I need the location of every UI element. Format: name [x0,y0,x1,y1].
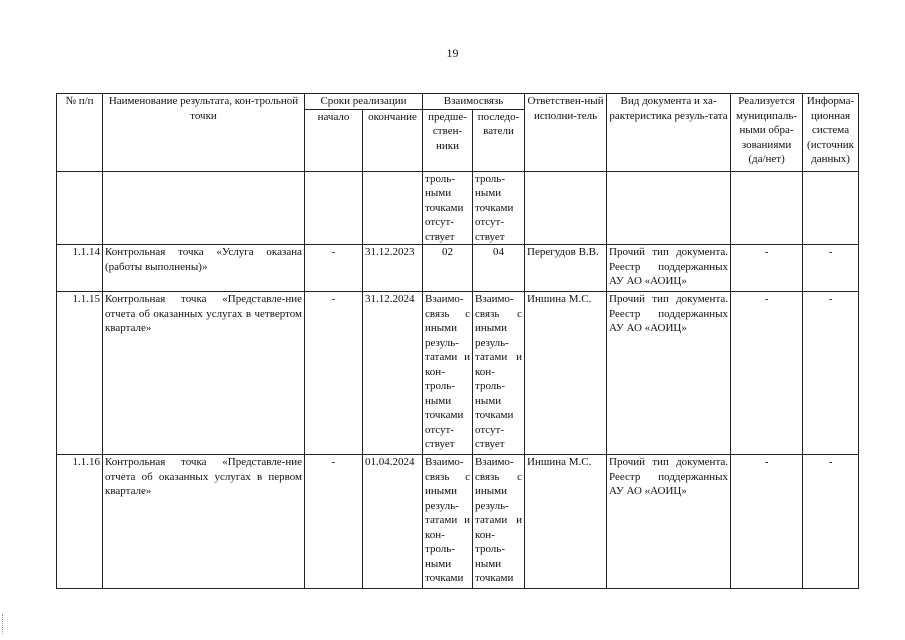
cell-municipal [731,171,803,245]
cell-num: 1.1.15 [57,292,103,455]
scan-artifact [2,614,9,634]
page-number: 19 [446,46,459,60]
cell-num: 1.1.16 [57,455,103,589]
cell-start: - [305,292,363,455]
cell-info: - [803,245,859,292]
cell-municipal: - [731,292,803,455]
header-responsible: Ответствен-ный исполни-тель [525,94,607,172]
cell-start: - [305,455,363,589]
cell-info [803,171,859,245]
cell-name: Контрольная точка «Представле-ние отчета об оказанных услугах в первом квартале» [103,455,305,589]
cell-end: 01.04.2024 [363,455,423,589]
cell-pred: Взаимо-связь с иными резуль-татами и кон-троль-ными точками отсут-ствует [423,292,473,455]
cell-pred: троль-ными точками отсут-ствует [423,171,473,245]
cell-num [57,171,103,245]
cell-responsible: Иншина М.С. [525,455,607,589]
cell-doc: Прочий тип документа. Реестр поддержанных АУ АО «АОИЦ» [607,292,731,455]
cell-doc [607,171,731,245]
cell-pred: Взаимо-связь с иными резуль-татами и кон-троль-ными точками [423,455,473,589]
cell-name: Контрольная точка «Услуга оказана (работы выполнены)» [103,245,305,292]
header-info-system: Информа-ционная система (источник данных) [803,94,859,172]
cell-name [103,171,305,245]
cell-succ: троль-ными точками отсут-ствует [473,171,525,245]
cell-responsible: Иншина М.С. [525,292,607,455]
cell-pred: 02 [423,245,473,292]
cell-doc: Прочий тип документа. Реестр поддержанных АУ АО «АОИЦ» [607,455,731,589]
cell-succ: Взаимо-связь с иными резуль-татами и кон-троль-ными точками [473,455,525,589]
header-start: начало [305,109,363,171]
table-row [57,455,859,589]
header-doc-type: Вид документа и ха-рактеристика резуль-тата [607,94,731,172]
header-municipal: Реализуется муниципаль-ными обра-зованиями (да/нет) [731,94,803,172]
table-row [57,292,859,455]
results-table [56,93,859,589]
cell-responsible [525,171,607,245]
cell-end: 31.12.2024 [363,292,423,455]
header-name: Наименование результата, кон-трольной точки [103,94,305,172]
cell-municipal: - [731,245,803,292]
header-terms: Сроки реализации [305,94,423,110]
cell-name: Контрольная точка «Представле-ние отчета об оказанных услугах в четвертом квартале» [103,292,305,455]
cell-info: - [803,292,859,455]
cell-end: 31.12.2023 [363,245,423,292]
cell-num: 1.1.14 [57,245,103,292]
header-succ: последо-ватели [473,109,525,171]
cell-end [363,171,423,245]
header-pred: предше-ствен-ники [423,109,473,171]
cell-start: - [305,245,363,292]
cell-succ: 04 [473,245,525,292]
cell-start [305,171,363,245]
header-relation: Взаимосвязь [423,94,525,110]
cell-municipal: - [731,455,803,589]
cell-doc: Прочий тип документа. Реестр поддержанных АУ АО «АОИЦ» [607,245,731,292]
cell-responsible: Перегудов В.В. [525,245,607,292]
header-num: № п/п [57,94,103,172]
cell-info: - [803,455,859,589]
cell-succ: Взаимо-связь с иными резуль-татами и кон-троль-ными точками отсут-ствует [473,292,525,455]
header-end: окончание [363,109,423,171]
table-row [57,171,859,245]
table-row [57,245,859,292]
